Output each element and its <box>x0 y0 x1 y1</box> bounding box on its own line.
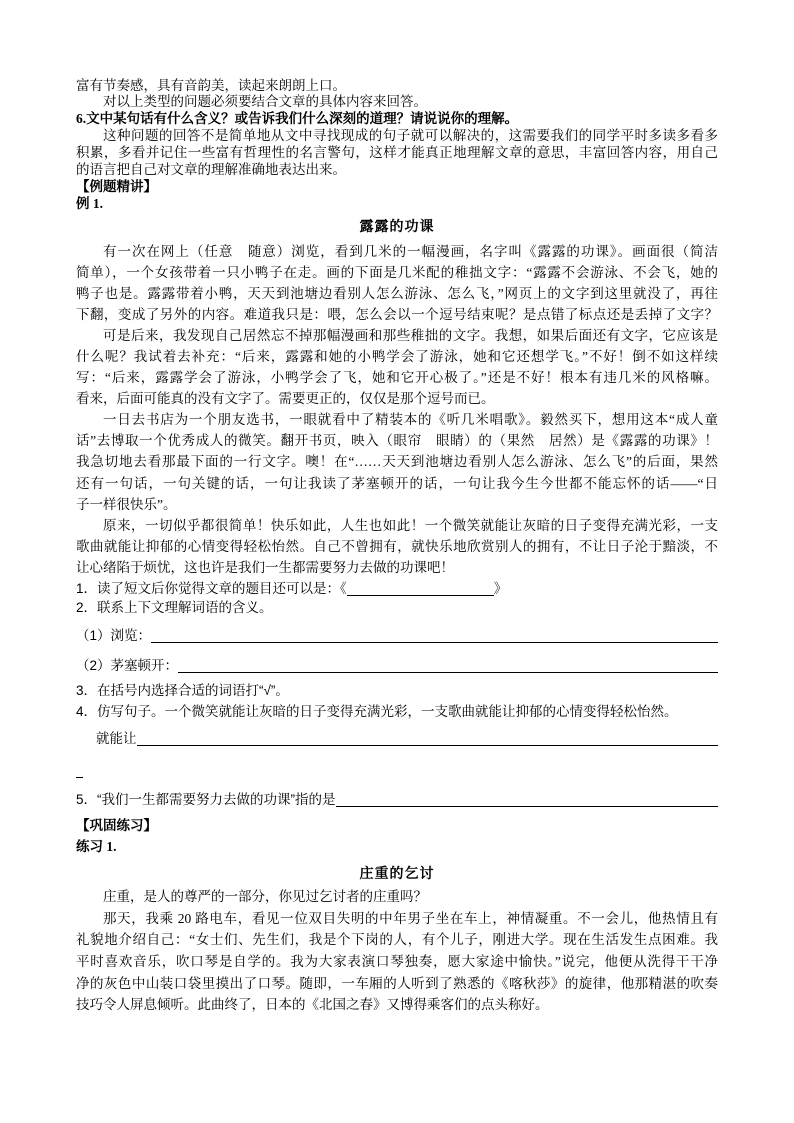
question-2-1 <box>76 627 718 645</box>
practice-passage <box>76 886 718 1016</box>
practice-line: 庄重，是人的尊严的一部分，你见过乞讨者的庄重吗？ <box>103 889 427 905</box>
passage-line: 写：“后来，露露学会了游泳，小鸭学会了飞，她和它开心极了。”还是不好！根本有违几米的风格嘛。 <box>76 370 718 386</box>
passage-line: 还有一句话，一句关键的话，一句让我读了茅塞顿开的话，一句让我今生今世都不能忘怀的话——“日 <box>76 475 718 491</box>
question-5-answer-blank <box>336 806 719 807</box>
question-1-answer-blank <box>347 595 494 596</box>
passage-line: 可是后来，我发现自己居然忘不掉那幅漫画和那些稚拙的文字。我想，如果后面还有文字，它应该是 <box>103 327 718 343</box>
practice-line: 那天，我乘 20 路电车，看见一位双目失明的中年男子坐在车上，神情凝重。不一会儿，他热情且有 <box>103 910 718 926</box>
example-section-heading: 【例题精讲】 <box>76 178 157 194</box>
question-5-text: 5．“我们一生都需要努力去做的功课”指的是 <box>76 792 336 807</box>
example-title: 露露的功课 <box>359 220 435 235</box>
passage-line: 一日去书店为一个朋友选书，一眼就看中了精装本的《听几米唱歌》。毅然买下，想用这本“成人童 <box>103 412 718 428</box>
practice-line: 技巧令人屏息倾听。此曲终了，日本的《北国之春》又博得乘客们的点头称好。 <box>76 997 549 1013</box>
question-2-text: 2．联系上下文理解词语的含义。 <box>76 600 273 615</box>
passage-line: 简单），一个女孩带着一只小鸭子在走。画的下面是几米配的稚拙文字：“露露不会游泳、不会飞，她的 <box>76 264 718 280</box>
question-1 <box>76 580 718 598</box>
answer-blank-stub <box>76 777 83 778</box>
practice-title: 庄重的乞讨 <box>359 867 435 882</box>
item-6-body-line: 的语言把自己对文章的理解准确地表达出来。 <box>76 162 346 178</box>
item-6-body-line: 积累，多看并记住一些富有哲理性的名言警句，这样才能真正地理解文章的意思，丰富回答内容，用自己 <box>76 145 718 161</box>
passage-paragraph <box>76 515 718 578</box>
practice-line: 净的灰色中山装口袋里摸出了口琴。随即，一车厢的人听到了熟悉的《喀秋莎》的旋律，他那精湛的吹奏 <box>76 975 718 991</box>
passage-line: 看来，后面可能真的没有文字了。需要更正的，仅仅是那个逗号而已。 <box>76 391 495 407</box>
item-6-heading: 6.文中某句话有什么含义？或告诉我们什么深刻的道理？请说说你的理解。 <box>76 111 519 127</box>
passage-line: 让心绪陷于烦忧，这也许是我们一生都需要努力去做的功课吧！ <box>76 559 454 575</box>
passage-paragraph <box>76 409 718 514</box>
passage-line: 有一次在网上（任意 随意）浏览，看到几米的一幅漫画，名字叫《露露的功课》。画面很（简洁 <box>103 243 718 259</box>
example-label: 例 1. <box>76 195 103 211</box>
question-3-text: 3．在括号内选择合适的词语打“√”。 <box>76 683 289 698</box>
question-5 <box>76 791 718 809</box>
item-6-body-line: 这种问题的回答不是简单地从文中寻找现成的句子就可以解决的，这需要我们的同学平时多读多看多 <box>103 128 718 144</box>
question-2-1-answer-blank <box>151 642 718 643</box>
guide-line: 富有节奏感，具有音韵美，读起来朗朗上口。 <box>76 77 346 93</box>
question-2-2 <box>76 657 718 675</box>
passage-paragraph <box>76 241 718 325</box>
practice-line: 平时喜欢音乐，吹口琴是自学的。我为大家表演口琴独奏，愿大家途中愉快。”说完，他便从洗得干干净 <box>76 953 718 969</box>
example-passage <box>76 241 718 579</box>
question-4-text: 4．仿写句子。一个微笑就能让灰暗的日子变得充满光彩，一支歌曲就能让抑郁的心情变得轻松怡然。 <box>76 704 678 719</box>
practice-label: 练习 1. <box>76 839 117 854</box>
guide-line: 对以上类型的问题必须要结合文章的具体内容来回答。 <box>103 94 427 110</box>
question-1-close-bracket: 》 <box>493 581 508 596</box>
passage-line: 下翻，变成了另外的内容。难道我只是：喂，怎么会以一个逗号结束呢？是点错了标点还是丢掉了文字？ <box>76 306 718 322</box>
question-4 <box>76 703 718 721</box>
passage-line: 话”去博取一个优秀成人的微笑。翻开书页，映入（眼帘 眼睛）的（果然 居然）是《露露的功课》！ <box>76 433 718 449</box>
question-4-answer-blank <box>137 745 719 746</box>
question-4-answer <box>96 730 718 748</box>
question-4-answer-prefix: 就能让 <box>96 731 137 746</box>
question-2-2-answer-blank <box>178 672 718 673</box>
practice-line: 礼貌地介绍自己：“女士们、先生们，我是个下岗的人，有个儿子，刚进大学。现在生活发生点困难。我 <box>76 932 718 948</box>
question-2-1-label: （1）浏览： <box>76 628 152 643</box>
passage-line: 原来，一切似乎都很简单！快乐如此，人生也如此！一个微笑就能让灰暗的日子变得充满光彩，一支 <box>103 517 718 533</box>
question-2 <box>76 599 718 617</box>
question-1-text: 1．读了短文后你觉得文章的题目还可以是：《 <box>76 581 347 596</box>
passage-line: 鸭子也是。露露带着小鸭，天天到池塘边看别人怎么游泳、怎么飞，”网页上的文字到这里就没了，再往 <box>76 285 718 301</box>
question-2-2-label: （2）茅塞顿开： <box>76 658 179 673</box>
passage-line: 什么呢？我试着去补充：“后来，露露和她的小鸭学会了游泳，她和它还想学飞。”不好！倒不如这样续 <box>76 348 718 364</box>
question-3 <box>76 682 718 700</box>
answer-guide <box>76 78 718 213</box>
passage-line: 我急切地去看那最下面的一行文字。噢！在“……天天到池塘边看别人怎么游泳、怎么飞”的后面，果然 <box>76 454 718 470</box>
passage-line: 歌曲就能让抑郁的心情变得轻松怡然。自己不曾拥有，就快乐地欣赏别人的拥有，不让日子沦于黯淡，不 <box>76 538 718 554</box>
passage-paragraph <box>76 325 718 409</box>
passage-line: 子一样很快乐”。 <box>76 496 177 512</box>
practice-section-heading: 【巩固练习】 <box>76 818 157 833</box>
